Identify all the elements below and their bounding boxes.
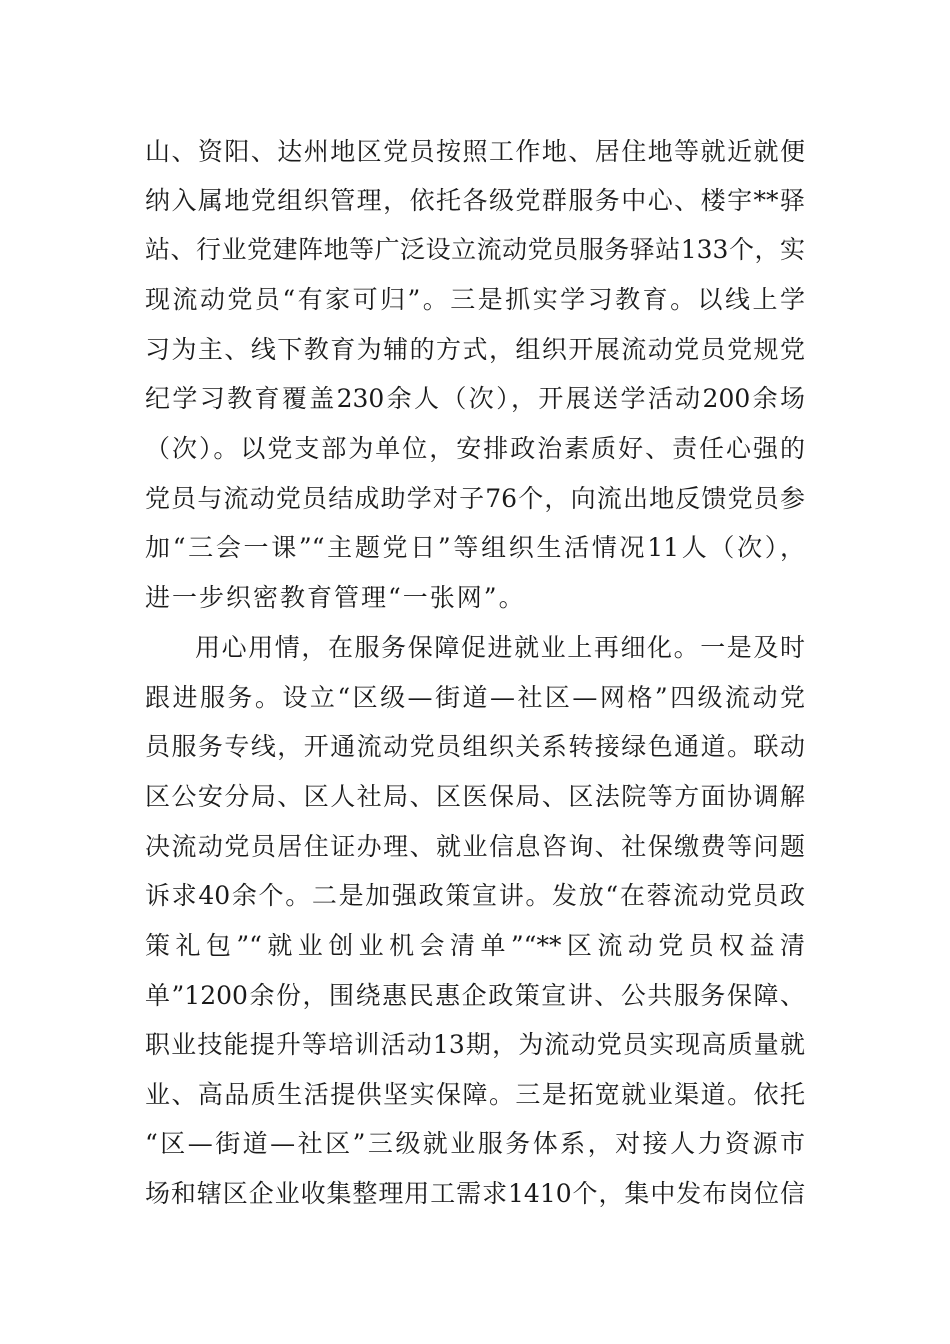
text-line-21: “区—街道—社区”三级就业服务体系，对接人力资源市 xyxy=(145,1129,805,1158)
text-line-5: 习为主、线下教育为辅的方式，组织开展流动党员党规党 xyxy=(145,335,805,364)
text-line-7: （次）。以党支部为单位，安排政治素质好、责任心强的 xyxy=(145,434,805,463)
text-line-1: 山、资阳、达州地区党员按照工作地、居住地等就近就便 xyxy=(145,137,805,166)
text-line-10: 进一步织密教育管理“一张网”。 xyxy=(145,583,526,612)
text-line-2: 纳入属地党组织管理，依托各级党群服务中心、楼宇**驿 xyxy=(145,186,805,215)
text-line-19: 职业技能提升等培训活动13期，为流动党员实现高质量就 xyxy=(145,1030,805,1059)
text-line-4: 现流动党员“有家可归”。三是抓实学习教育。以线上学 xyxy=(145,285,805,314)
text-line-3: 站、行业党建阵地等广泛设立流动党员服务驿站133个，实 xyxy=(145,235,805,264)
text-line-16: 诉求40余个。二是加强政策宣讲。发放“在蓉流动党员政 xyxy=(145,881,805,910)
text-line-12: 跟进服务。设立“区级—街道—社区—网格”四级流动党 xyxy=(145,683,805,712)
text-line-20: 业、高品质生活提供坚实保障。三是拓宽就业渠道。依托 xyxy=(145,1080,805,1109)
text-line-13: 员服务专线，开通流动党员组织关系转接绿色通道。联动 xyxy=(145,732,805,761)
text-line-18: 单”1200余份，围绕惠民惠企政策宣讲、公共服务保障、 xyxy=(145,981,805,1010)
text-line-9: 加“三会一课”“主题党日”等组织生活情况11人（次）， xyxy=(145,533,805,562)
text-line-17: 策礼包”“就业创业机会清单”“**区流动党员权益清 xyxy=(145,931,805,960)
text-line-8: 党员与流动党员结成助学对子76个，向流出地反馈党员参 xyxy=(145,484,805,513)
text-line-6: 纪学习教育覆盖230余人（次），开展送学活动200余场 xyxy=(145,384,805,413)
text-line-15: 决流动党员居住证办理、就业信息咨询、社保缴费等问题 xyxy=(145,832,805,861)
text-line-22: 场和辖区企业收集整理用工需求1410个，集中发布岗位信 xyxy=(145,1179,805,1208)
text-line-14: 区公安分局、区人社局、区医保局、区法院等方面协调解 xyxy=(145,782,805,811)
paragraph-start-line: 用心用情，在服务保障促进就业上再细化。一是及时 xyxy=(195,633,805,662)
